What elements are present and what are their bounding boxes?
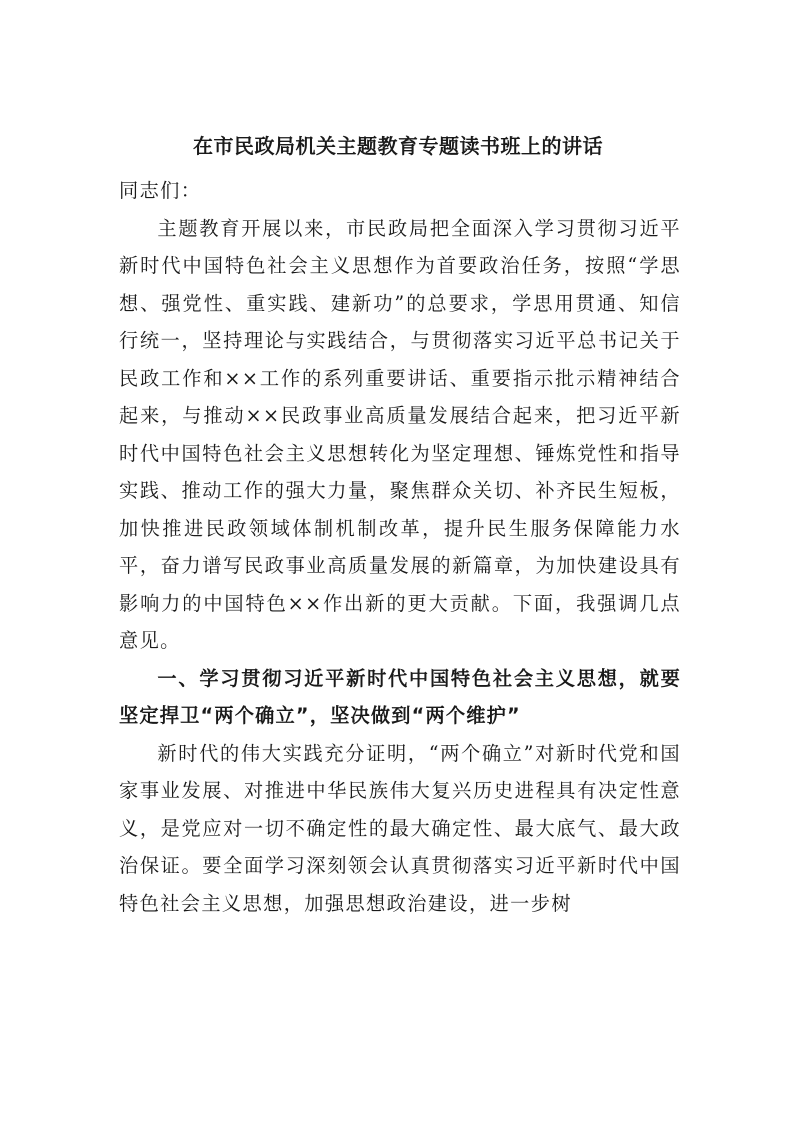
page-title: 在市民政局机关主题教育专题读书班上的讲话 xyxy=(193,134,603,158)
intro-paragraph: 主题教育开展以来，市民政局把全面深入学习贯彻习近平新时代中国特色社会主义思想作为首要政治任务，按照“学思想、强党性、重实践、建新功”的总要求，学思用贯通、知信行统一，坚持理论与实践结合，与贯彻落实习近平总书记关于民政工作和××工作的系列重要讲话、重要指示批示精神结合起来，与推动××民政事业高质量发展结合起来，把习近平新时代中国特色社会主义思想转化为坚定理想、锤炼党性和指导实践、推动工作的强大力量，聚焦群众关切、补齐民生短板，加快推进民政领域体制机制改革，提升民生服务保障能力水平，奋力谱写民政事业高质量发展的新篇章，为加快建设具有影响力的中国特色××作出新的更大贡献。下面，我强调几点意见。 xyxy=(119,216,681,652)
document-body xyxy=(119,172,681,922)
section-heading-1: 一、学习贯彻习近平新时代中国特色社会主义思想，就要坚定捍卫“两个确立”，坚决做到“两个维护” xyxy=(119,666,681,727)
section-1-paragraph: 新时代的伟大实践充分证明，“两个确立”对新时代党和国家事业发展、对推进中华民族伟大复兴历史进程具有决定性意义，是党应对一切不确定性的最大确定性、最大底气、最大政治保证。要全面学习深刻领会认真贯彻落实习近平新时代中国特色社会主义思想，加强思想政治建设，进一步树 xyxy=(119,741,681,915)
salutation: 同志们： xyxy=(119,179,202,202)
